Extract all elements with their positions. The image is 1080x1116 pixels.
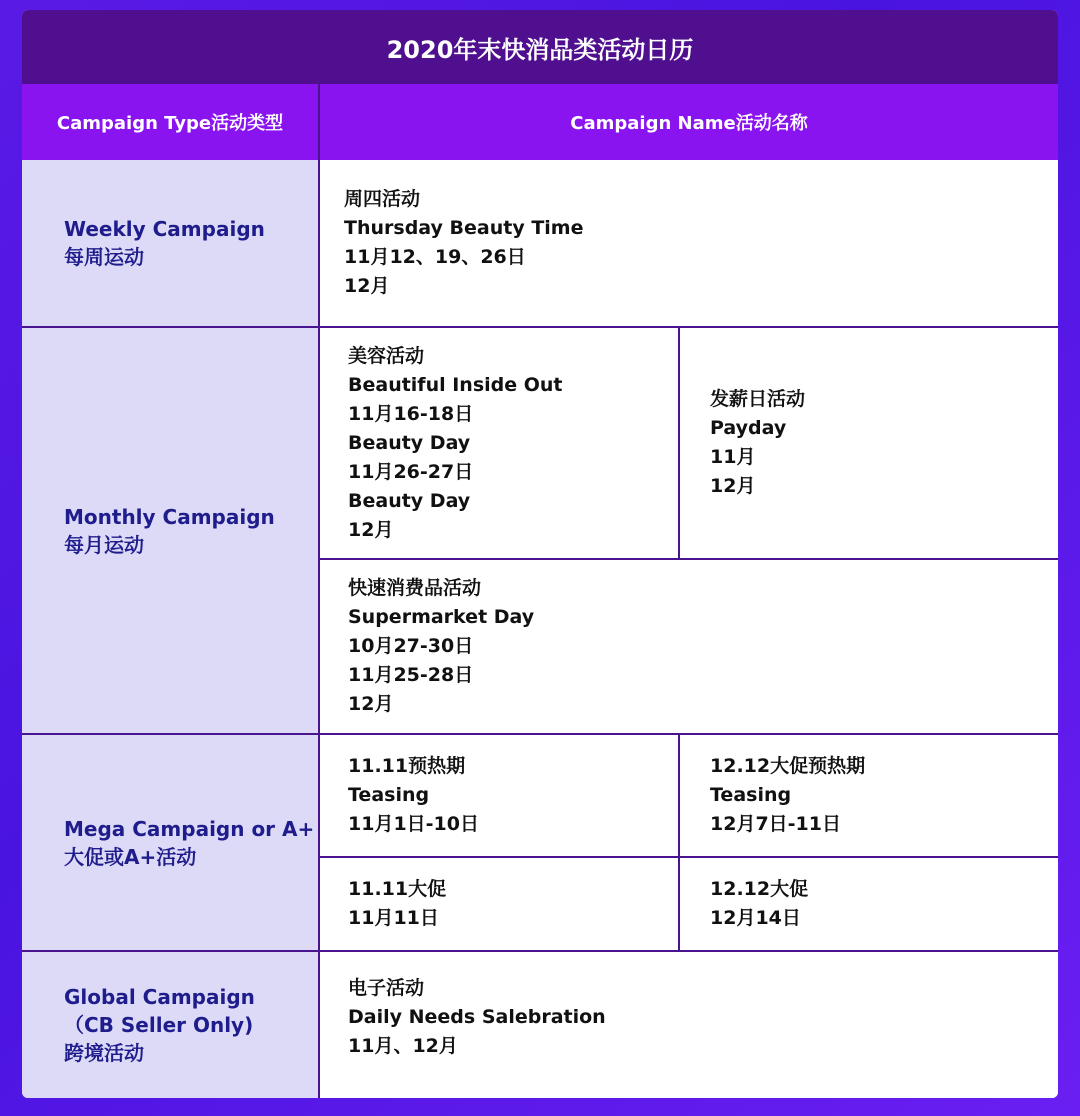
campaign-calendar-table xyxy=(22,10,1058,1098)
row-divider xyxy=(320,856,1058,858)
cell-line: 12月 xyxy=(348,693,394,715)
cell-line: Supermarket Day xyxy=(348,606,535,628)
cell-line: Teasing xyxy=(348,784,430,806)
name-cell-beauty xyxy=(320,328,678,558)
cell-line: Beauty Day xyxy=(348,489,471,512)
cell-line: 12月7日-11日 xyxy=(710,813,841,835)
type-label-en: Mega Campaign or A+ xyxy=(64,816,315,841)
cell-line: 12月 xyxy=(348,518,394,541)
cell-line: 11月11日 xyxy=(348,907,439,929)
cell-line: Beauty Day xyxy=(348,431,471,454)
table-title: 2020年末快消品类活动日历 xyxy=(22,10,1058,84)
type-cell-weekly xyxy=(22,160,318,326)
row-divider xyxy=(22,950,1058,952)
header-campaign-name: Campaign Name活动名称 xyxy=(570,113,808,134)
header-campaign-type: Campaign Type活动类型 xyxy=(56,113,284,134)
type-label-en: Global Campaign xyxy=(64,985,255,1009)
type-label-cn: 每月运动 xyxy=(64,532,144,557)
cell-line: 美容活动 xyxy=(348,344,425,367)
column-divider xyxy=(318,84,320,1098)
cell-line: 11月 xyxy=(710,446,756,468)
type-label-en: Weekly Campaign xyxy=(64,217,265,241)
cell-line: 快速消费品活动 xyxy=(348,577,482,599)
name-cell-supermarket xyxy=(320,560,1058,733)
cell-line: 11.11预热期 xyxy=(348,755,466,777)
column-divider xyxy=(678,735,680,950)
type-label-en: Monthly Campaign xyxy=(64,504,275,529)
cell-line: 11月、12月 xyxy=(348,1035,458,1057)
name-cell-1111-teasing xyxy=(320,735,678,856)
cell-line: 电子活动 xyxy=(348,977,425,999)
cell-line: 11月26-27日 xyxy=(348,460,474,483)
type-label-cn: 跨境活动 xyxy=(64,1041,144,1065)
type-label-cn: 每周运动 xyxy=(64,245,144,269)
cell-line: Beautiful Inside Out xyxy=(348,373,563,396)
cell-line: 11月16-18日 xyxy=(348,402,474,425)
name-cell-1212-sale xyxy=(680,858,1058,950)
cell-line: 周四活动 xyxy=(344,188,421,210)
row-divider xyxy=(320,558,1058,560)
row-divider xyxy=(22,733,1058,735)
type-cell-monthly xyxy=(22,328,318,733)
cell-line: 发薪日活动 xyxy=(710,388,806,410)
cell-line: Daily Needs Salebration xyxy=(348,1006,606,1028)
name-cell-1111-sale xyxy=(320,858,678,950)
cell-line: 12月14日 xyxy=(710,907,801,929)
cell-line: 11月25-28日 xyxy=(348,664,474,686)
name-cell-weekly xyxy=(320,160,1058,326)
row-divider xyxy=(22,326,1058,328)
cell-line: Thursday Beauty Time xyxy=(344,217,584,239)
cell-line: 11月1日-10日 xyxy=(348,813,479,835)
name-cell-payday xyxy=(680,328,1058,558)
cell-line: 11月12、19、26日 xyxy=(344,246,526,268)
type-label-cn: 大促或A+活动 xyxy=(64,844,197,869)
cell-line: 12月 xyxy=(344,275,390,297)
cell-line: Payday xyxy=(710,417,787,439)
type-cell-mega xyxy=(22,735,318,950)
cell-line: Teasing xyxy=(710,784,792,806)
column-divider xyxy=(678,328,680,558)
cell-line: 11.11大促 xyxy=(348,878,447,900)
name-cell-global xyxy=(320,952,1058,1098)
header-row xyxy=(22,84,1058,160)
name-cell-1212-teasing xyxy=(680,735,1058,856)
cell-line: 12.12大促预热期 xyxy=(710,755,866,777)
cell-line: 10月27-30日 xyxy=(348,635,474,657)
cell-line: 12.12大促 xyxy=(710,878,809,900)
type-cell-global xyxy=(22,952,318,1098)
cell-line: 12月 xyxy=(710,475,756,497)
type-label-note: （CB Seller Only) xyxy=(64,1013,254,1037)
